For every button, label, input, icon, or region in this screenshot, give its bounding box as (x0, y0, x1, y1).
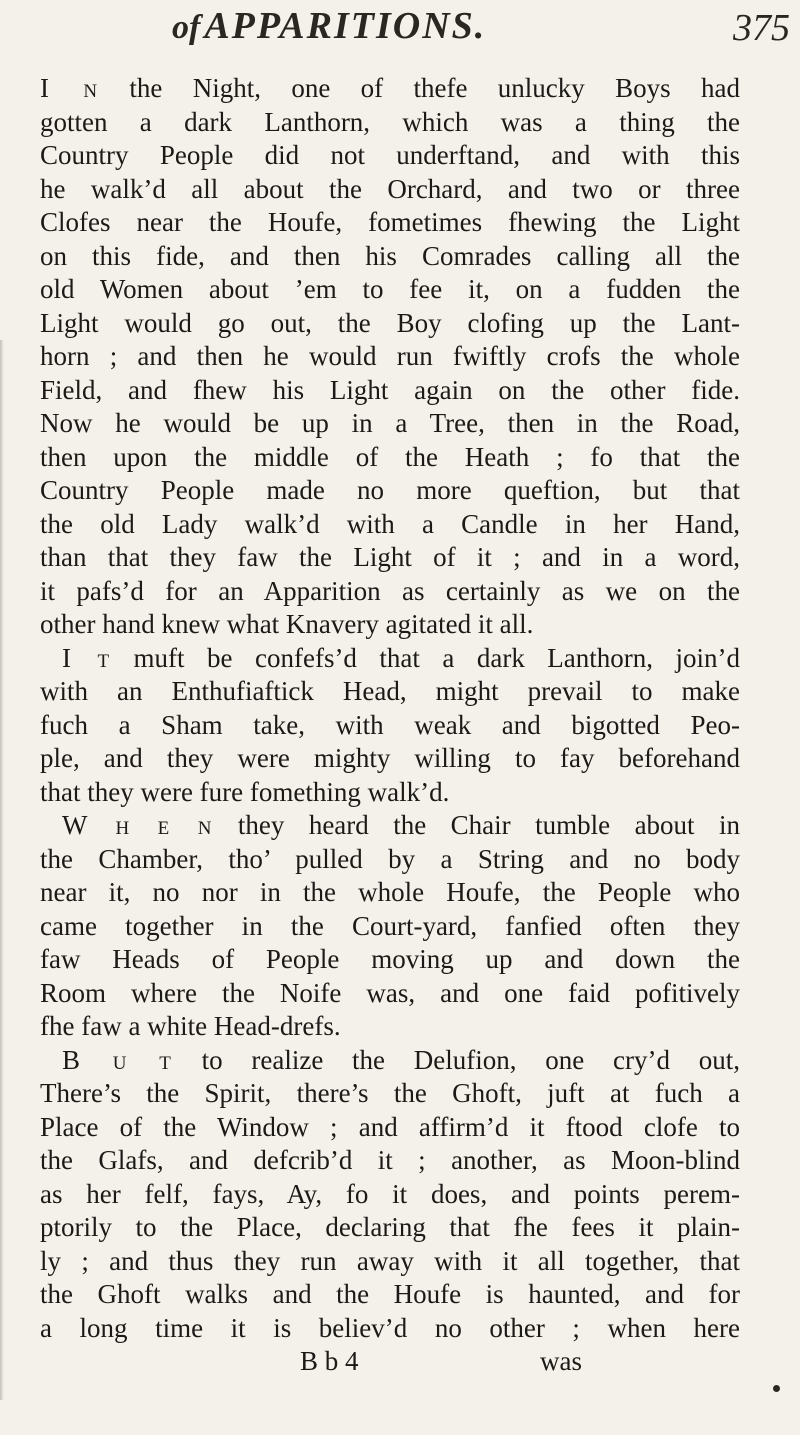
line-text: Light would go out, the Boy clofing up the Lant- (40, 307, 740, 338)
line-text: Place of the Window ; and affirm’d it ftood clofe to (40, 1111, 740, 1142)
text-line (40, 977, 740, 1011)
paragraph-lead: I t (62, 642, 112, 673)
text-line (40, 240, 740, 274)
text-line (40, 742, 740, 776)
page-footer (40, 1345, 740, 1379)
line-text: that they were fure fomething walk’d. (40, 776, 450, 807)
paragraph-lead: I n (40, 73, 100, 103)
line-text: then upon the middle of the Heath ; fo that the (40, 441, 740, 472)
gutter-shadow (0, 340, 4, 1400)
paragraph-lead: W h e n (62, 810, 214, 840)
text-line (40, 206, 740, 240)
line-text: ptorily to the Place, declaring that fhe fees it plain- (40, 1212, 740, 1242)
text-line (40, 1211, 740, 1245)
text-line (40, 709, 740, 743)
text-line (40, 943, 740, 977)
text-line (40, 843, 740, 877)
text-line (40, 910, 740, 944)
text-line (40, 72, 740, 106)
text-line (40, 508, 740, 542)
ink-speck (773, 1385, 780, 1392)
text-line (40, 1178, 740, 1212)
line-text: they heard the Chair tumble about in (213, 810, 740, 840)
line-text: came together in the Court-yard, fanfied often they (40, 910, 740, 941)
line-text: Room where the Noife was, and one faid pofitively (40, 977, 740, 1008)
line-text: ple, and they were mighty willing to fay beforehand (40, 743, 740, 773)
text-line (40, 809, 740, 843)
text-line (40, 1144, 740, 1178)
text-line (40, 1044, 740, 1078)
page-number: 375 (733, 7, 790, 49)
line-text: ly ; and thus they run away with it all together, that (40, 1245, 740, 1276)
text-line (40, 1278, 740, 1312)
line-text: the old Lady walk’d with a Candle in her Hand, (40, 508, 740, 539)
line-text: fuch a Sham take, with weak and bigotted Peo- (40, 709, 740, 740)
line-text: the Chamber, tho’ pulled by a String and no body (40, 843, 740, 874)
running-head (0, 4, 800, 64)
text-line (40, 474, 740, 508)
text-line (40, 1111, 740, 1145)
line-text: muft be confefs’d that a dark Lanthorn, join’d (111, 642, 740, 673)
line-text: faw Heads of People moving up and down the (40, 944, 740, 974)
line-text: to realize the Delufion, one cry’d out, (172, 1044, 740, 1075)
text-line (40, 106, 740, 140)
line-text: Country People did not underftand, and with this (40, 140, 740, 170)
catchword: was (540, 1346, 582, 1376)
text-line (40, 307, 740, 341)
line-text: a long time it is believ’d no other ; when here (40, 1312, 740, 1343)
line-text: on this fide, and then his Comrades calling all the (40, 240, 740, 271)
text-line (40, 407, 740, 441)
line-text: he walk’d all about the Orchard, and two or three (40, 173, 740, 204)
text-line (40, 139, 740, 173)
paragraph-lead: B u t (62, 1044, 173, 1075)
body-text (40, 72, 740, 1379)
text-line (40, 575, 740, 609)
text-line (40, 340, 740, 374)
text-line (40, 608, 740, 642)
text-line (40, 374, 740, 408)
text-line (40, 541, 740, 575)
text-line (40, 173, 740, 207)
line-text: than that they faw the Light of it ; and in a word, (40, 542, 740, 572)
text-line (40, 1245, 740, 1279)
line-text: Field, and fhew his Light again on the other fide. (40, 374, 740, 405)
line-text: with an Enthufiaftick Head, might prevail to make (40, 676, 740, 706)
line-text: other hand knew what Knavery agitated it all. (40, 609, 534, 639)
line-text: the Ghoft walks and the Houfe is haunted, and for (40, 1279, 740, 1309)
signature-mark: B b 4 (300, 1346, 359, 1376)
line-text: fhe faw a white Head-drefs. (40, 1011, 341, 1041)
line-text: gotten a dark Lanthorn, which was a thing the (40, 106, 740, 137)
line-text: near it, no nor in the whole Houfe, the People who (40, 877, 740, 907)
running-title-of: of (172, 9, 201, 46)
text-line (40, 1077, 740, 1111)
text-line (40, 1312, 740, 1346)
line-text: old Women about ’em to fee it, on a fudden the (40, 274, 740, 304)
line-text: Now he would be up in a Tree, then in the Road, (40, 408, 740, 438)
text-line (40, 642, 740, 676)
text-line (40, 441, 740, 475)
line-text: the Glafs, and defcrib’d it ; another, as Moon-blind (40, 1145, 740, 1175)
text-line (40, 776, 740, 810)
line-text: as her felf, fays, Ay, fo it does, and points perem- (40, 1178, 740, 1209)
running-title-text: APPARITIONS. (204, 5, 487, 47)
line-text: There’s the Spirit, there’s the Ghoft, juft at fuch a (40, 1078, 740, 1108)
line-text: Country People made no more queftion, but that (40, 475, 740, 505)
line-text: Clofes near the Houfe, fometimes fhewing the Light (40, 207, 740, 237)
text-line (40, 273, 740, 307)
line-text: the Night, one of thefe unlucky Boys had (99, 73, 740, 103)
line-text: horn ; and then he would run fwiftly crofs the whole (40, 341, 740, 371)
text-line (40, 1010, 740, 1044)
running-title (172, 4, 486, 48)
line-text: it pafs’d for an Apparition as certainly as we on the (40, 575, 740, 606)
text-line (40, 675, 740, 709)
text-line (40, 876, 740, 910)
